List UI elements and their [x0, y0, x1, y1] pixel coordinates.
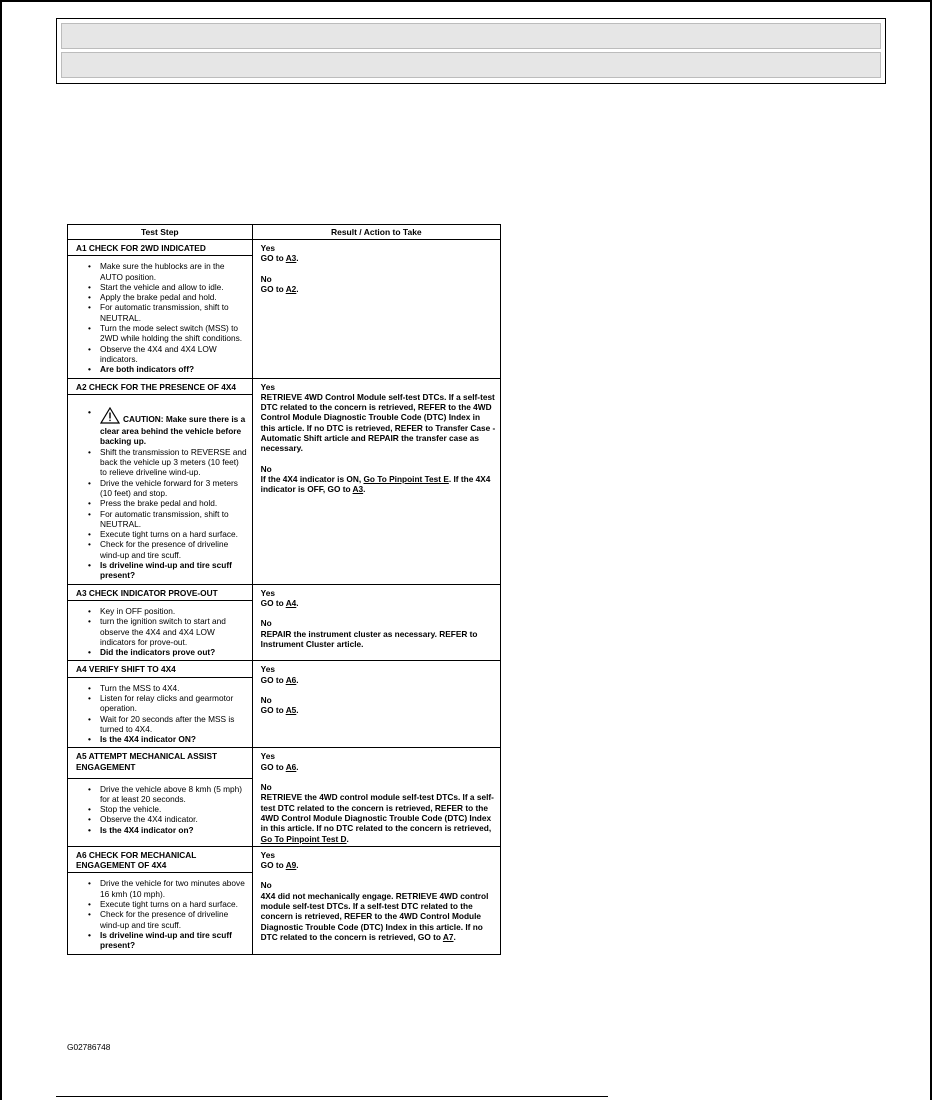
step-instructions [68, 256, 253, 378]
yes-label: Yes [260, 849, 275, 860]
step-result [252, 240, 500, 379]
step-instructions [68, 677, 253, 748]
link-a3[interactable]: A3 [352, 484, 364, 495]
yes-action: GO to A6. [260, 674, 299, 685]
step-title-row [68, 748, 501, 778]
list-item: • Check for the presence of driveline wind-up and tire scuff. [100, 539, 248, 560]
column-header-test-step: Test Step [68, 225, 253, 240]
step-title: A6 CHECK FOR MECHANICAL ENGAGEMENT OF 4X4 [68, 846, 253, 873]
yes-action: GO to A9. [260, 860, 299, 871]
step-question: • Did the indicators prove out? [100, 647, 248, 657]
list-item: • Observe the 4X4 and 4X4 LOW indicators. [100, 344, 248, 365]
step-question: • Is the 4X4 indicator ON? [100, 734, 248, 744]
link-a9[interactable]: A9 [285, 860, 297, 871]
step-result [252, 661, 500, 748]
step-question: • Is the 4X4 indicator on? [100, 825, 248, 835]
no-label: No [260, 782, 272, 793]
header-subtitle-bar [61, 52, 881, 78]
step-result [252, 748, 500, 846]
no-action: RETRIEVE the 4WD control module self-test DTCs. If a self-test DTC related to the concern is retrieved, REFER to the 4WD Control Module Diagnostic Trouble Code (DTC) Index in this article. If no DTC related to the concern is retrieved, Go To Pinpoint Test D. [260, 792, 494, 844]
list-item: • Execute tight turns on a hard surface. [100, 899, 248, 909]
column-header-result: Result / Action to Take [252, 225, 500, 240]
list-item: • turn the ignition switch to start and observe the 4X4 and 4X4 LOW indicators for prove-out. [100, 616, 248, 647]
instruction-list [68, 678, 252, 748]
step-title-row [68, 584, 501, 600]
link-a6[interactable]: A6 [285, 674, 297, 685]
link-a3[interactable]: A3 [285, 253, 297, 264]
link-a6[interactable]: A6 [285, 761, 297, 772]
step-title: A2 CHECK FOR THE PRESENCE OF 4X4 [68, 378, 253, 394]
link-a4[interactable]: A4 [285, 597, 297, 608]
instruction-list [68, 873, 252, 953]
step-title: A1 CHECK FOR 2WD INDICATED [68, 240, 253, 256]
no-label: No [260, 463, 272, 474]
step-title-row [68, 846, 501, 873]
link-a2[interactable]: A2 [285, 283, 297, 294]
no-action: If the 4X4 indicator is ON, Go To Pinpoint Test E. If the 4X4 indicator is OFF, GO to A3. [260, 473, 491, 495]
list-item: • Stop the vehicle. [100, 804, 248, 814]
list-item: • Drive the vehicle above 8 kmh (5 mph) for at least 20 seconds. [100, 784, 248, 805]
yes-action: GO to A4. [260, 597, 299, 608]
instruction-list [68, 779, 252, 838]
list-item: • Turn the mode select switch (MSS) to 2WD while holding the shift conditions. [100, 323, 248, 344]
list-item: • Make sure the hublocks are in the AUTO position. [100, 261, 248, 282]
step-title: A3 CHECK INDICATOR PROVE-OUT [68, 584, 253, 600]
yes-label: Yes [260, 587, 275, 598]
instruction-list [68, 256, 252, 377]
step-result [252, 846, 500, 954]
step-instructions [68, 600, 253, 660]
list-item: • Listen for relay clicks and gearmotor operation. [100, 693, 248, 714]
yes-label: Yes [260, 381, 275, 392]
list-item: • Drive the vehicle forward for 3 meters (10 feet) and stop. [100, 478, 248, 499]
step-title-row [68, 240, 501, 256]
instruction-list [68, 601, 252, 660]
diagnostic-test-table [67, 224, 501, 955]
figure-id: G02786748 [67, 1042, 111, 1052]
list-item: • Check for the presence of driveline wind-up and tire scuff. [100, 909, 248, 930]
list-item: • Key in OFF position. [100, 606, 248, 616]
step-result [252, 584, 500, 661]
step-instructions [68, 778, 253, 846]
bottom-divider [56, 1096, 608, 1097]
list-item: • For automatic transmission, shift to NEUTRAL. [100, 509, 248, 530]
list-item: • Wait for 20 seconds after the MSS is turned to 4X4. [100, 714, 248, 735]
no-action: REPAIR the instrument cluster as necessary. REFER to Instrument Cluster article. [260, 628, 478, 649]
step-instructions [68, 873, 253, 954]
warning-triangle-icon [100, 407, 120, 426]
no-label: No [260, 694, 272, 705]
list-item: • Start the vehicle and allow to idle. [100, 282, 248, 292]
yes-label: Yes [260, 751, 275, 762]
list-item: • Drive the vehicle for two minutes above 16 kmh (10 mph). [100, 878, 248, 899]
page-header [56, 18, 886, 84]
link-pinpoint-test-d[interactable]: Go To Pinpoint Test D [260, 833, 347, 844]
yes-label: Yes [260, 664, 275, 675]
link-a5[interactable]: A5 [285, 705, 297, 716]
step-title-row [68, 661, 501, 677]
step-question: • Is driveline wind-up and tire scuff present? [100, 930, 248, 951]
no-label: No [260, 618, 272, 629]
link-pinpoint-test-e[interactable]: Go To Pinpoint Test E [363, 473, 449, 484]
yes-label: Yes [260, 243, 275, 253]
yes-action: GO to A3. [260, 253, 299, 264]
yes-action: RETRIEVE 4WD Control Module self-test DTCs. If a self-test DTC related to the concern is retrieved, REFER to the 4WD Control Module Diagnostic Trouble Code (DTC) Index in this article. If no DTC is retrieved, REFER to Transfer Case - Automatic Shift article and REPAIR the transfer case as necessary. [260, 391, 496, 454]
no-action: GO to A2. [260, 283, 299, 294]
list-item: • Apply the brake pedal and hold. [100, 292, 248, 302]
no-label: No [260, 880, 272, 891]
list-item: • Turn the MSS to 4X4. [100, 683, 248, 693]
step-question: • Is driveline wind-up and tire scuff present? [100, 560, 248, 581]
header-title-bar [61, 23, 881, 49]
yes-action: GO to A6. [260, 761, 299, 772]
list-item: • Observe the 4X4 indicator. [100, 814, 248, 824]
no-action: GO to A5. [260, 705, 299, 716]
step-title-row [68, 378, 501, 394]
step-question: • Are both indicators off? [100, 364, 248, 374]
list-item: • Execute tight turns on a hard surface. [100, 529, 248, 539]
table-header-row [68, 225, 501, 240]
link-a7[interactable]: A7 [442, 931, 454, 942]
list-item: • For automatic transmission, shift to NEUTRAL. [100, 302, 248, 323]
caution-item: • CAUTION: Make sure there is a clear area behind the vehicle before backing up. [100, 407, 248, 447]
step-result [252, 378, 500, 584]
instruction-list [68, 395, 252, 584]
list-item: • Press the brake pedal and hold. [100, 498, 248, 508]
step-title: A5 ATTEMPT MECHANICAL ASSIST ENGAGEMENT [68, 748, 253, 778]
no-label: No [260, 273, 272, 284]
step-instructions [68, 394, 253, 584]
list-item: • Shift the transmission to REVERSE and back the vehicle up 3 meters (10 feet) to relieve driveline wind-up. [100, 447, 248, 478]
no-action: 4X4 did not mechanically engage. RETRIEVE 4WD control module self-test DTCs. If a self-test DTC related to the concern is retrieved, REFER to the 4WD Control Module Diagnostic Trouble Code (DTC) Index in this article. If no DTC related to the concern is retrieved, GO to A7. [260, 890, 489, 942]
step-title: A4 VERIFY SHIFT TO 4X4 [68, 661, 253, 677]
